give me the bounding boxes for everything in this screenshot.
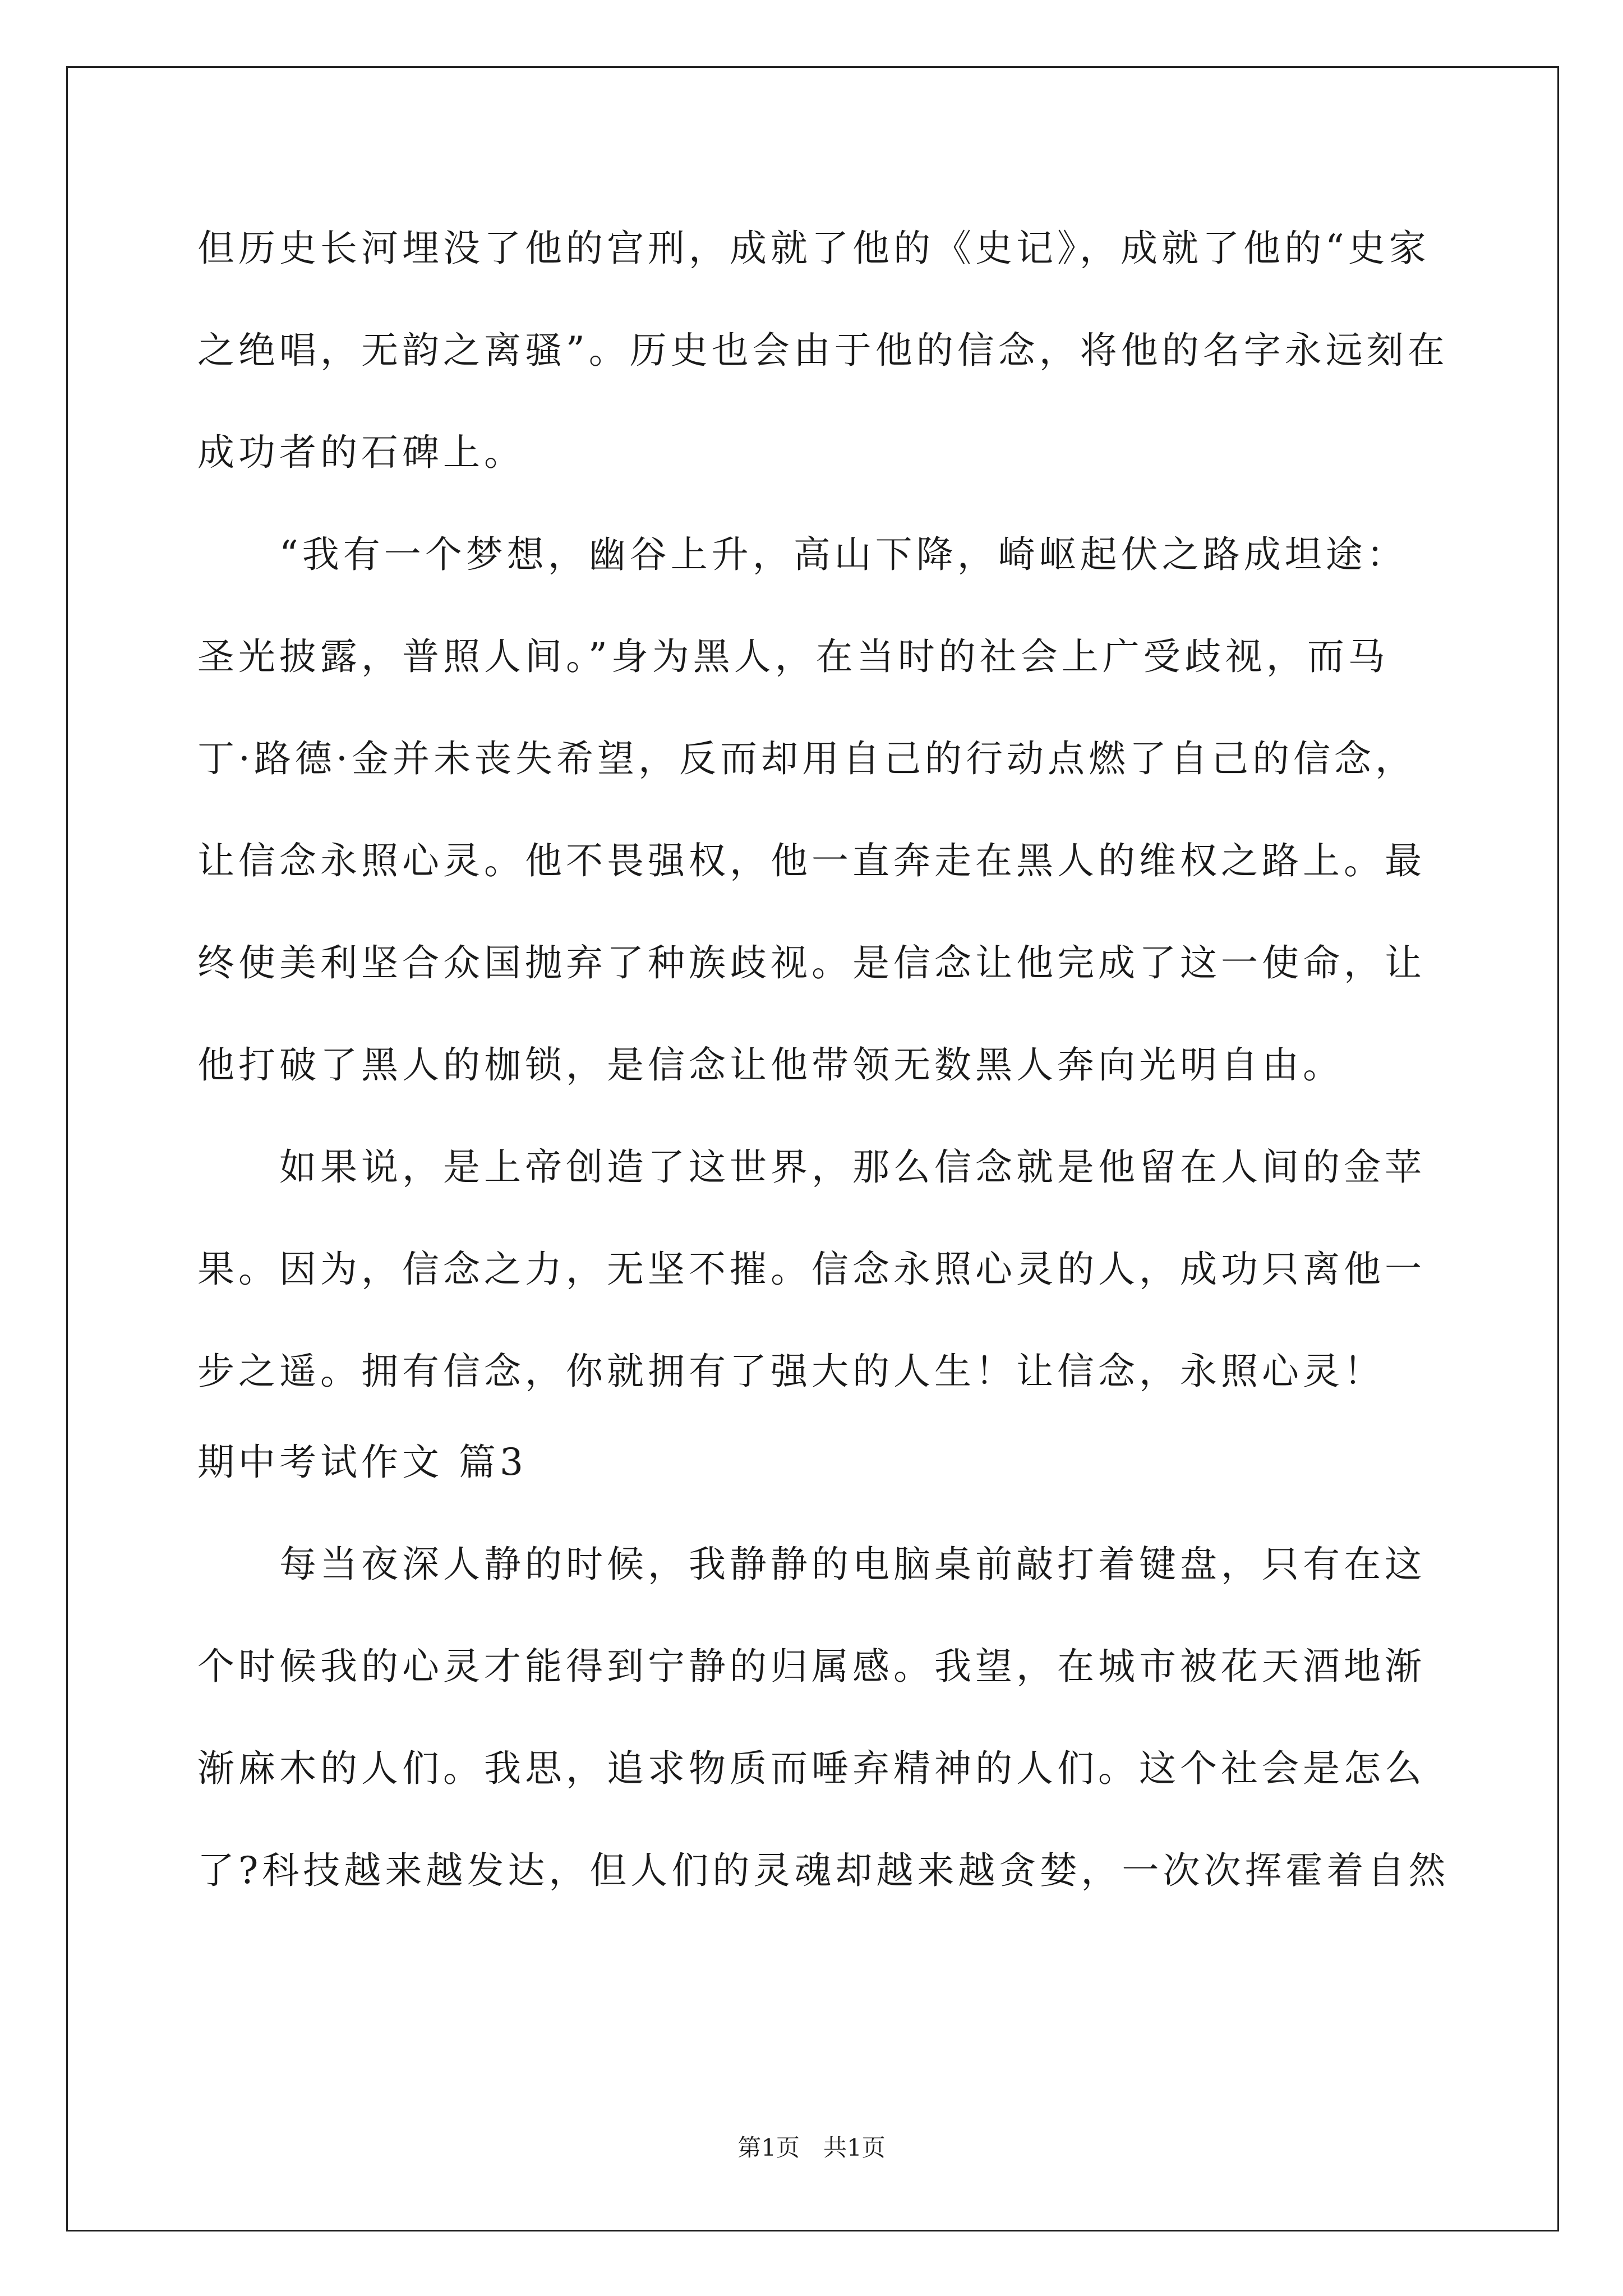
- text-line: 圣光披露，普照人间。”身为黑人，在当时的社会上广受歧视，而马: [197, 635, 1389, 678]
- text-line: 终使美利坚合众国抛弃了种族歧视。是信念让他完成了这一使命，让: [197, 941, 1426, 984]
- text-line: 丁·路德·金并未丧失希望，反而却用自己的行动点燃了自己的信念，: [197, 737, 1416, 780]
- text-line: 如果说，是上帝创造了这世界，那么信念就是他留在人间的金苹: [197, 1145, 1426, 1189]
- page-number-footer: 第1页 共1页: [737, 2134, 886, 2161]
- section-heading: 期中考试作文 篇3: [197, 1441, 527, 1484]
- text-line: 个时候我的心灵才能得到宁静的归属感。我望，在城市被花天酒地渐: [197, 1645, 1426, 1688]
- text-line: 步之遥。拥有信念，你就拥有了强大的人生！让信念，永照心灵！: [197, 1350, 1385, 1393]
- text-line: 让信念永照心灵。他不畏强权，他一直奔走在黑人的维权之路上。最: [197, 839, 1426, 882]
- text-line: 了?科技越来越发达，但人们的灵魂却越来越贪婪，一次次挥霍着自然: [197, 1849, 1450, 1892]
- text-line: 但历史长河埋没了他的宫刑，成就了他的《史记》，成就了他的“史家: [197, 227, 1430, 270]
- text-line: 渐麻木的人们。我思，追求物质而唾弃精神的人们。这个社会是怎么: [197, 1747, 1426, 1790]
- text-line: “我有一个梦想，幽谷上升，高山下降，崎岖起伏之路成坦途：: [197, 533, 1408, 576]
- text-line: 果。因为，信念之力，无坚不摧。信念永照心灵的人，成功只离他一: [197, 1248, 1426, 1291]
- text-line: 成功者的石碑上。: [197, 431, 525, 474]
- text-line: 之绝唱，无韵之离骚”。历史也会由于他的信念，将他的名字永远刻在: [197, 329, 1449, 372]
- text-line: 每当夜深人静的时候，我静静的电脑桌前敲打着键盘，只有在这: [197, 1543, 1426, 1586]
- text-line: 他打破了黑人的枷锁，是信念让他带领无数黑人奔向光明自由。: [197, 1043, 1344, 1087]
